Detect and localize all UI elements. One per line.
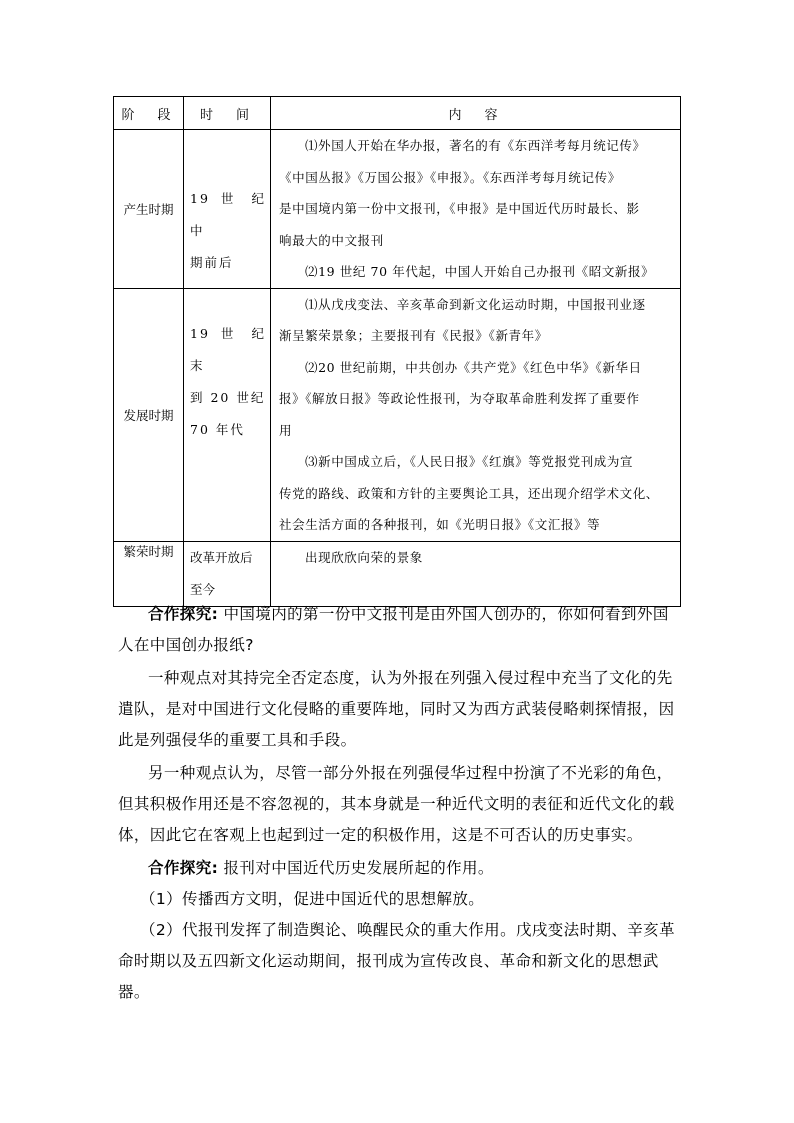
content-cell: [271, 130, 681, 289]
content-line: 渐呈繁荣景象；主要报刊有《民报》《新青年》: [279, 328, 548, 343]
time-line: 19 世 纪 末: [190, 325, 266, 373]
content-line: ⑴从戊戌变法、辛亥革命到新文化运动时期，中国报刊业逐: [305, 296, 646, 312]
stage-cell: 产生时期: [114, 130, 184, 289]
header-content: 内 容: [271, 97, 681, 130]
paragraph: （2）代报刊发挥了制造舆论、唤醒民众的重大作用。戊戌变法时期、辛亥革命时期以及五四新文化运动期间，报刊成为宣传改良、革命和新文化的思想武器。: [118, 921, 675, 1001]
time-line: 70 年代: [190, 421, 245, 437]
history-table: [113, 96, 681, 607]
paragraph-label: 合作探究:: [148, 605, 219, 623]
header-stage: 阶 段: [114, 97, 184, 130]
paragraph: [118, 599, 684, 661]
stage-cell: 繁荣时期: [114, 541, 184, 606]
time-line: 到 20 世纪: [190, 389, 266, 405]
content-line: ⑴外国人开始在华办报，著名的有《东西洋考每月统记传》: [305, 138, 646, 153]
content-cell: [271, 288, 681, 541]
time-cell: [184, 288, 271, 541]
content-cell: [271, 541, 681, 606]
table-row: [114, 130, 681, 289]
time-line: 期前后: [190, 255, 234, 270]
content-line: 《中国丛报》《万国公报》《申报》。《东西洋考每月统记传》: [279, 169, 621, 185]
content-line: 是中国境内第一份中文报刊，《申报》是中国近代历时最长、影: [279, 201, 640, 216]
body-text: [118, 599, 684, 1008]
paragraph-text: 中国境内的第一份中文报刊是由外国人创办的，你如何看到外国人在中国创办报纸?: [118, 605, 669, 654]
table-row: [114, 541, 681, 606]
content-line: 响最大的中文报刊: [279, 232, 384, 248]
content-line: 传党的路线、政策和方针的主要舆论工具，还出现介绍学术文化、: [279, 485, 659, 501]
table-row: [114, 288, 681, 541]
time-line: 改革开放后: [190, 549, 253, 565]
content-line: 出现欣欣向荣的景象: [305, 549, 423, 565]
paragraph: 另一种观点认为，尽管一部分外报在列强侵华过程中扮演了不光彩的角色，但其积极作用还是不容忽视的，其本身就是一种近代文明的表征和近代文化的载体，因此它在客观上也起到过一定的积极作用，这是不可否认的历史事实。: [118, 764, 675, 844]
time-line: 至今: [190, 581, 216, 597]
time-cell: [184, 130, 271, 289]
content-line: 社会生活方面的各种报刊，如《光明日报》《文汇报》等: [279, 517, 601, 532]
paragraph-label: 合作探究:: [148, 859, 219, 877]
time-cell: [184, 541, 271, 606]
header-time: 时 间: [184, 97, 271, 130]
paragraph-text: 报刊对中国近代历史发展所起的作用。: [218, 859, 494, 877]
content-line: 用: [279, 422, 293, 438]
content-line: ⑶新中国成立后，《人民日报》《红旗》等党报党刊成为宣: [305, 454, 634, 469]
stage-cell: 发展时期: [114, 288, 184, 541]
paragraph: 一种观点对其持完全否定态度，认为外报在列强入侵过程中充当了文化的先遣队，是对中国进行文化侵略的重要阵地，同时又为西方武装侵略刺探情报，因此是列强侵华的重要工具和手段。: [118, 669, 675, 749]
time-line: 19 世 纪 中: [190, 191, 266, 238]
content-line: 报》《解放日报》等政论性报刊，为夺取革命胜利发挥了重要作: [279, 391, 640, 406]
table-header-row: [114, 97, 681, 130]
content-line: ⑵20 世纪前期，中共创办《共产党》《红色中华》《新华日: [305, 359, 642, 375]
content-line: ⑵19 世纪 70 年代起，中国人开始自己办报刊《昭文新报》: [305, 264, 655, 279]
paragraph: [118, 853, 684, 884]
paragraph: （1）传播西方文明，促进中国近代的思想解放。: [140, 890, 485, 908]
